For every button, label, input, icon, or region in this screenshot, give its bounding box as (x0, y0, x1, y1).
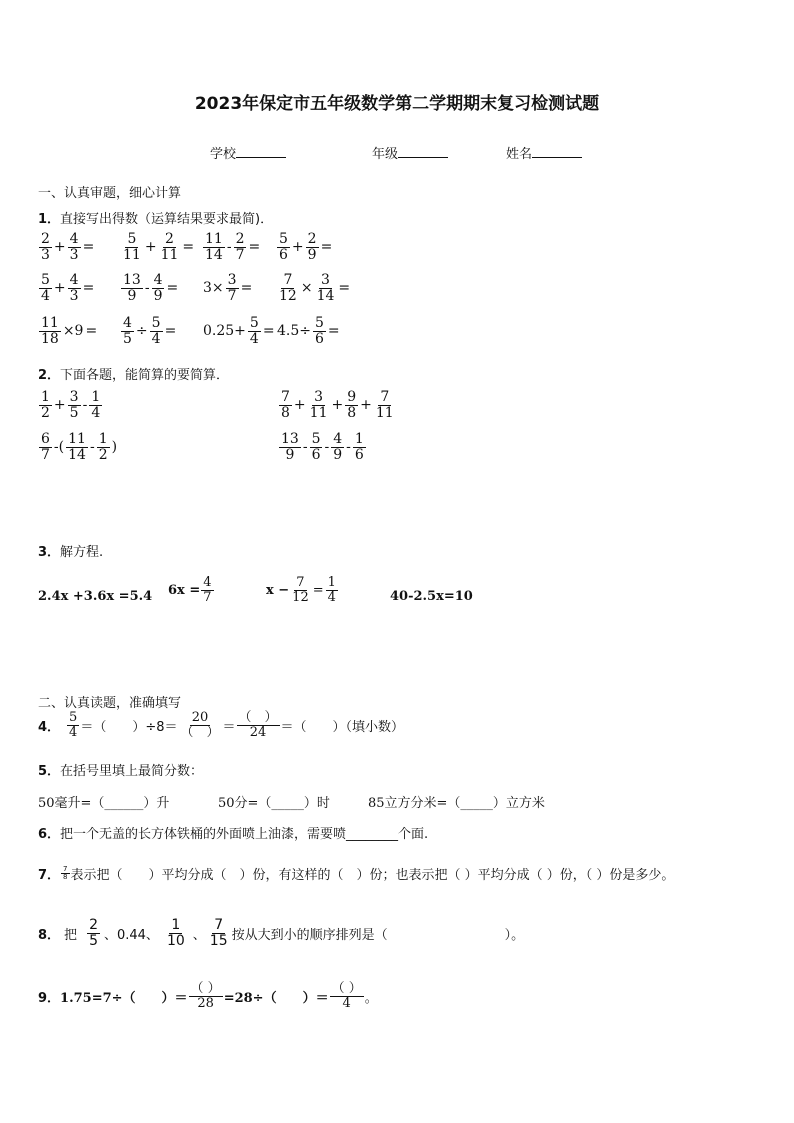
fraction: $\frac{2}{3}$ (41, 231, 50, 263)
fraction: $\frac{4}{9}$ (333, 431, 343, 463)
fraction: $\frac{1}{10}$ (166, 917, 185, 949)
grade-field[interactable]: 年级 (372, 143, 448, 162)
section2-heading: 二、认真读题，准确填写 (38, 696, 182, 711)
q1-item[interactable]: $\frac{11}{18}$ ×9 = (41, 315, 98, 347)
q5-item-b[interactable]: 50分=（_____）时 (218, 796, 330, 811)
q2-expression-2: $\frac{6}{7}$ -( $\frac{11}{14}$ - $\frac{1}{2}$ ) (41, 431, 118, 463)
fraction: $\frac{9}{8}$ (347, 389, 357, 421)
fraction: $\frac{2}{11}$ (160, 231, 179, 263)
fraction: $\frac{7}{12}$ (292, 575, 309, 605)
q1-item[interactable]: 4.5÷ $\frac{5}{6}$ = (277, 315, 340, 347)
fraction: $\frac{4}{3}$ (69, 231, 79, 263)
fraction: $\frac{5}{6}$ (315, 315, 324, 347)
q1-item[interactable]: 3× $\frac{3}{7}$ = (203, 272, 253, 304)
q2-expression-1: $\frac{1}{2}$ + $\frac{3}{5}$ - $\frac{1}{4}$ (41, 389, 101, 421)
page-title: 2023年保定市五年级数学第二学期期末复习检测试题 (194, 94, 600, 114)
fraction: $\frac{7}{12}$ (279, 272, 297, 304)
q2-expression-4: $\frac{13}{9}$ - $\frac{5}{6}$ - $\frac{4}{9}$ - $\frac{1}{6}$ (281, 431, 364, 463)
fraction: $\frac{2}{7}$ (235, 231, 245, 263)
q6-text[interactable]: 6．把一个无盖的长方体铁桶的外面喷上油漆，需要喷________个面. (38, 827, 429, 842)
fraction: $\frac{7}{8}$ (281, 389, 290, 421)
fraction: $\frac{20}{( )}$ (180, 710, 220, 740)
fraction: $\frac{11}{14}$ (68, 431, 86, 463)
q9-text[interactable]: 9． 1.75=7÷（ ）＝ $\frac{( )}{28}$ =28÷（ ）＝ $\frac{( )}{4}$ 。 (38, 981, 378, 1011)
fraction: $\frac{4}{7}$ (203, 575, 212, 605)
fraction: $\frac{11}{14}$ (205, 231, 223, 263)
fraction: $\frac{4}{5}$ (123, 315, 132, 347)
q3-prompt: 3．解方程. (38, 545, 104, 560)
equation-2: 6x = $\frac{4}{7}$ (168, 575, 212, 605)
fraction: $\frac{4}{9}$ (153, 272, 163, 304)
fraction: $\frac{5}{4}$ (151, 315, 161, 347)
q1-item[interactable]: $\frac{5}{6}$ + $\frac{2}{9}$ = (279, 231, 333, 263)
equation-1: 2.4x +3.6x =5.4 (38, 589, 153, 604)
q1-prompt: 1．直接写出得数（运算结果要求最简)． (38, 212, 274, 227)
q1-item[interactable]: $\frac{2}{3}$ + $\frac{4}{3}$ = (41, 231, 95, 263)
fraction: $\frac{( )}{4}$ (331, 981, 362, 1011)
q5-prompt: 5．在括号里填上最简分数： (38, 764, 204, 779)
fraction: $\frac{2}{5}$ (89, 917, 98, 949)
q2-prompt: 2．下面各题，能简算的要简算． (38, 368, 230, 383)
fraction: $\frac{7}{11}$ (375, 389, 394, 421)
fraction: $\frac{5}{6}$ (279, 231, 288, 263)
q5-item-c[interactable]: 85立方分米=（_____）立方米 (368, 796, 545, 811)
fraction: $\frac{1}{2}$ (98, 431, 108, 463)
fraction: $\frac{7}{8}$ (63, 864, 68, 881)
q7-text[interactable]: 7． $\frac{7}{8}$ 表示把（ ）平均分成（ ）份，有这样的（ ）份；也表示把（ ）平均分成（ ）份，（ ）份是多少。 (38, 864, 675, 883)
fraction: $\frac{3}{5}$ (69, 389, 79, 421)
q1-item[interactable]: $\frac{11}{14}$ - $\frac{2}{7}$ = (205, 231, 261, 263)
q1-item[interactable]: $\frac{5}{4}$ + $\frac{4}{3}$ = (41, 272, 95, 304)
q8-text[interactable]: 8． 把 $\frac{2}{5}$ 、0.44、 $\frac{1}{10}$ 、 $\frac{7}{15}$ 按从大到小的顺序排列是（ ）。 (38, 917, 525, 949)
name-blank[interactable] (532, 157, 582, 158)
fraction: $\frac{3}{14}$ (316, 272, 335, 304)
q1-item[interactable]: $\frac{4}{5}$ ÷ $\frac{5}{4}$ = (123, 315, 177, 347)
name-field[interactable]: 姓名 (506, 143, 582, 162)
grade-blank[interactable] (398, 157, 448, 158)
fraction: $\frac{1}{2}$ (41, 389, 50, 421)
q5-item-a[interactable]: 50毫升=（______）升 (38, 796, 170, 811)
fraction: $\frac{11}{18}$ (41, 315, 59, 347)
section1-heading: 一、认真审题，细心计算 (38, 186, 182, 201)
q1-item[interactable]: $\frac{5}{11}$ + $\frac{2}{11}$ = (123, 231, 195, 263)
fraction: $\frac{5}{4}$ (249, 315, 259, 347)
school-blank[interactable] (236, 157, 286, 158)
fraction: $\frac{5}{4}$ (69, 710, 78, 740)
fraction: $\frac{6}{7}$ (41, 431, 50, 463)
q4-expression: 4． $\frac{5}{4}$ ＝（ ）÷8＝ $\frac{20}{( )}$ ＝ $\frac{( )}{24}$ ＝（ ）（填小数） (38, 710, 405, 740)
fraction: $\frac{1}{4}$ (327, 575, 336, 605)
fraction: $\frac{5}{11}$ (123, 231, 141, 263)
q1-item[interactable]: $\frac{13}{9}$ - $\frac{4}{9}$ = (123, 272, 179, 304)
fraction: $\frac{1}{4}$ (91, 389, 101, 421)
fraction: $\frac{7}{15}$ (209, 917, 228, 949)
fraction: $\frac{5}{4}$ (41, 272, 50, 304)
fraction: $\frac{1}{6}$ (354, 431, 364, 463)
fraction: $\frac{( )}{28}$ (190, 981, 221, 1011)
school-field[interactable]: 学校 (210, 143, 286, 162)
q1-item[interactable]: 0.25+ $\frac{5}{4}$ = (203, 315, 275, 347)
fraction: $\frac{13}{9}$ (123, 272, 141, 304)
q1-item[interactable]: $\frac{7}{12}$ × $\frac{3}{14}$ = (279, 272, 351, 304)
fraction: $\frac{2}{9}$ (307, 231, 317, 263)
fraction: $\frac{3}{11}$ (309, 389, 328, 421)
fraction: $\frac{13}{9}$ (281, 431, 299, 463)
equation-3: x − $\frac{7}{12}$ = $\frac{1}{4}$ (266, 575, 336, 605)
q2-expression-3: $\frac{7}{8}$ + $\frac{3}{11}$ + $\frac{9}{8}$ + $\frac{7}{11}$ (281, 389, 394, 421)
equation-4: 40-2.5x=10 (390, 589, 473, 604)
fraction: $\frac{4}{3}$ (69, 272, 79, 304)
fraction: $\frac{3}{7}$ (227, 272, 237, 304)
fraction: $\frac{5}{6}$ (311, 431, 321, 463)
fraction: $\frac{( )}{24}$ (238, 710, 278, 740)
